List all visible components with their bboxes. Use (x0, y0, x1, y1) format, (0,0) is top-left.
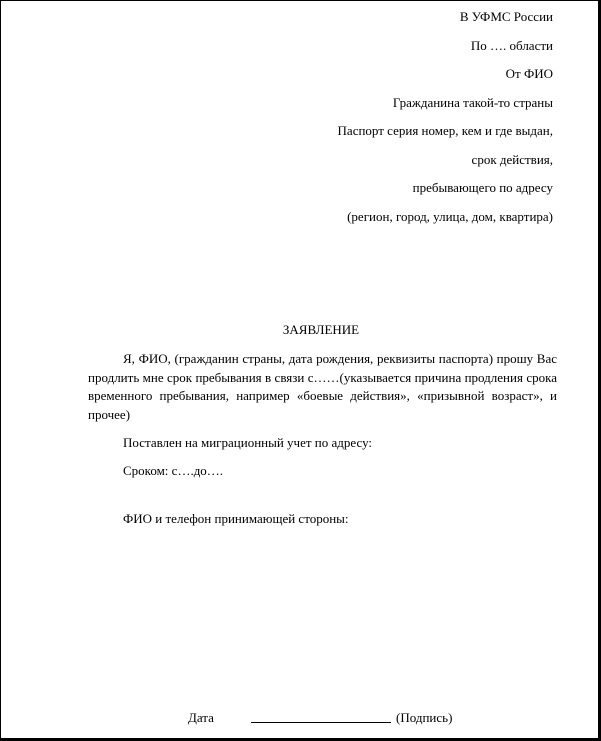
host-line: ФИО и телефон принимающей стороны: (123, 511, 349, 526)
signature-line (251, 722, 391, 723)
statement-paragraph: Я, ФИО, (гражданин страны, дата рождения, реквизиты паспорта) прошу Вас продлить мне срок пребывания в связи с……(указывается причина продления срока временного пребывания, например «боевые действия», «призывной возраст», и прочее) (88, 351, 557, 422)
header-line-address: (регион, город, улица, дом, квартира) (347, 209, 553, 224)
header-line-from: От ФИО (505, 66, 553, 81)
term-line: Сроком: с….до…. (123, 463, 224, 478)
header-line-residing: пребывающего по адресу (412, 180, 553, 195)
document-title: ЗАЯВЛЕНИЕ (282, 322, 360, 337)
header-line-recipient: В УФМС России (459, 9, 553, 24)
date-label: Дата (188, 710, 214, 725)
header-line-region: По …. области (470, 38, 553, 53)
header-line-citizenship: Гражданина такой-то страны (392, 95, 553, 110)
signature-label: (Подпись) (396, 710, 453, 725)
registration-line: Поставлен на миграционный учет по адресу: (123, 435, 373, 450)
header-line-validity: срок действия, (471, 152, 553, 167)
header-line-passport: Паспорт серия номер, кем и где выдан, (337, 123, 553, 138)
